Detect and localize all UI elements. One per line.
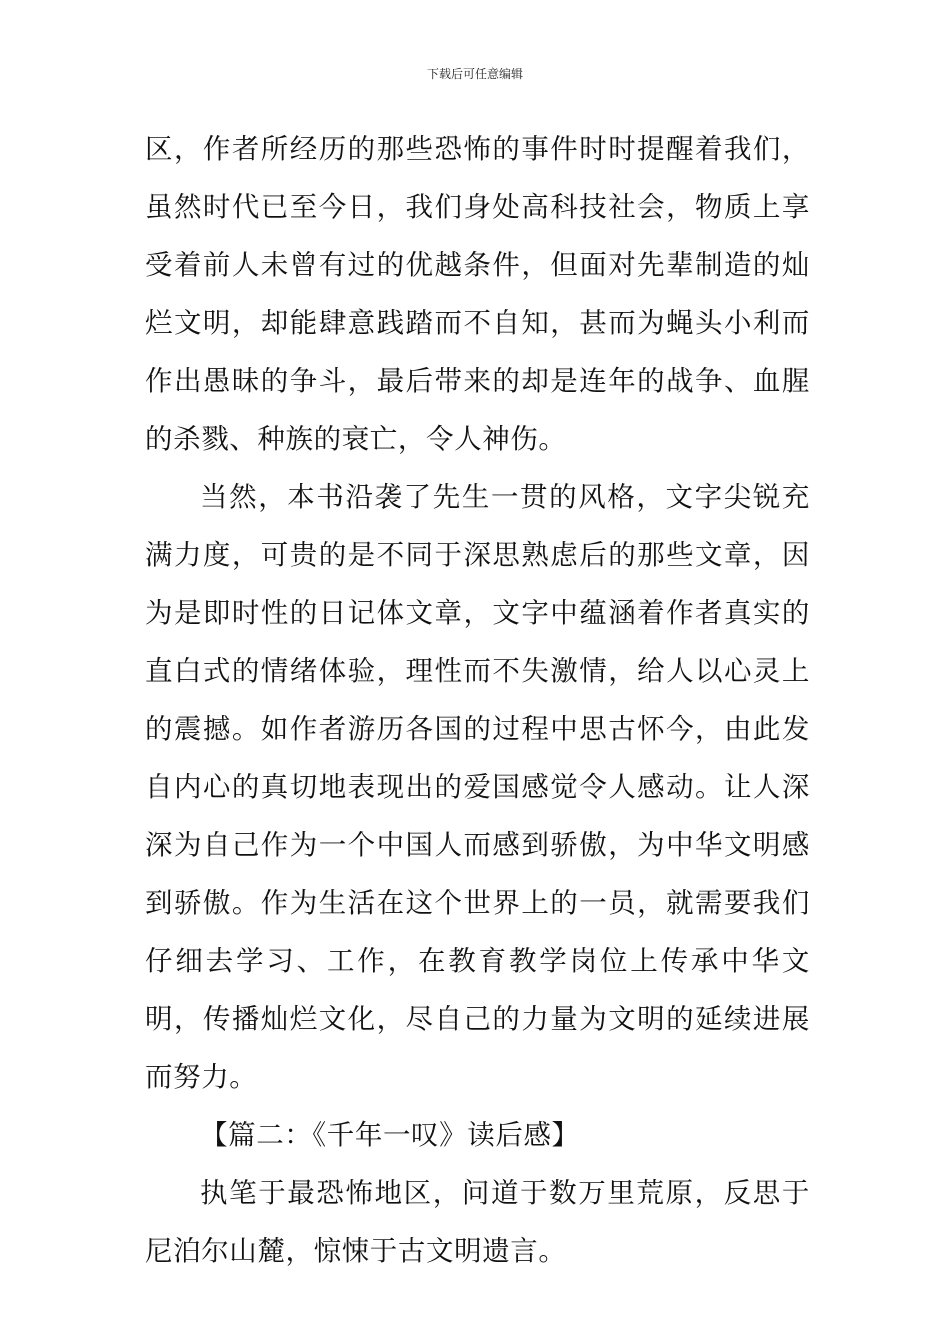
- section-heading: 【篇二：《千年一叹》读后感】: [200, 1119, 580, 1151]
- document-body: [145, 120, 810, 1280]
- paragraph-review: 当然，本书沿袭了先生一贯的风格，文字尖锐充满力度，可贵的是不同于深思熟虑后的那些文章，因为是即时性的日记体文章，文字中蕴涵着作者真实的直白式的情绪体验，理性而不失激情，给人以心灵上的震撼。如作者游历各国的过程中思古怀今，由此发自内心的真切地表现出的爱国感觉令人感动。让人深深为自己作为一个中国人而感到骄傲，为中华文明感到骄傲。作为生活在这个世界上的一员，就需要我们仔细去学习、工作，在教育教学岗位上传承中华文明，传播灿烂文化，尽自己的力量为文明的延续进展而努力。: [145, 481, 810, 1093]
- paragraph-intro: 执笔于最恐怖地区，问道于数万里荒原，反思于尼泊尔山麓，惊悚于古文明遗言。: [145, 1177, 810, 1267]
- paragraph-continuation: 区，作者所经历的那些恐怖的事件时时提醒着我们，虽然时代已至今日，我们身处高科技社会，物质上享受着前人未曾有过的优越条件，但面对先辈制造的灿烂文明，却能肆意践踏而不自知，甚而为蝇头小利而作出愚昧的争斗，最后带来的却是连年的战争、血腥的杀戮、种族的衰亡，令人神伤。: [145, 133, 810, 455]
- page-header: 下载后可任意编辑: [426, 67, 523, 81]
